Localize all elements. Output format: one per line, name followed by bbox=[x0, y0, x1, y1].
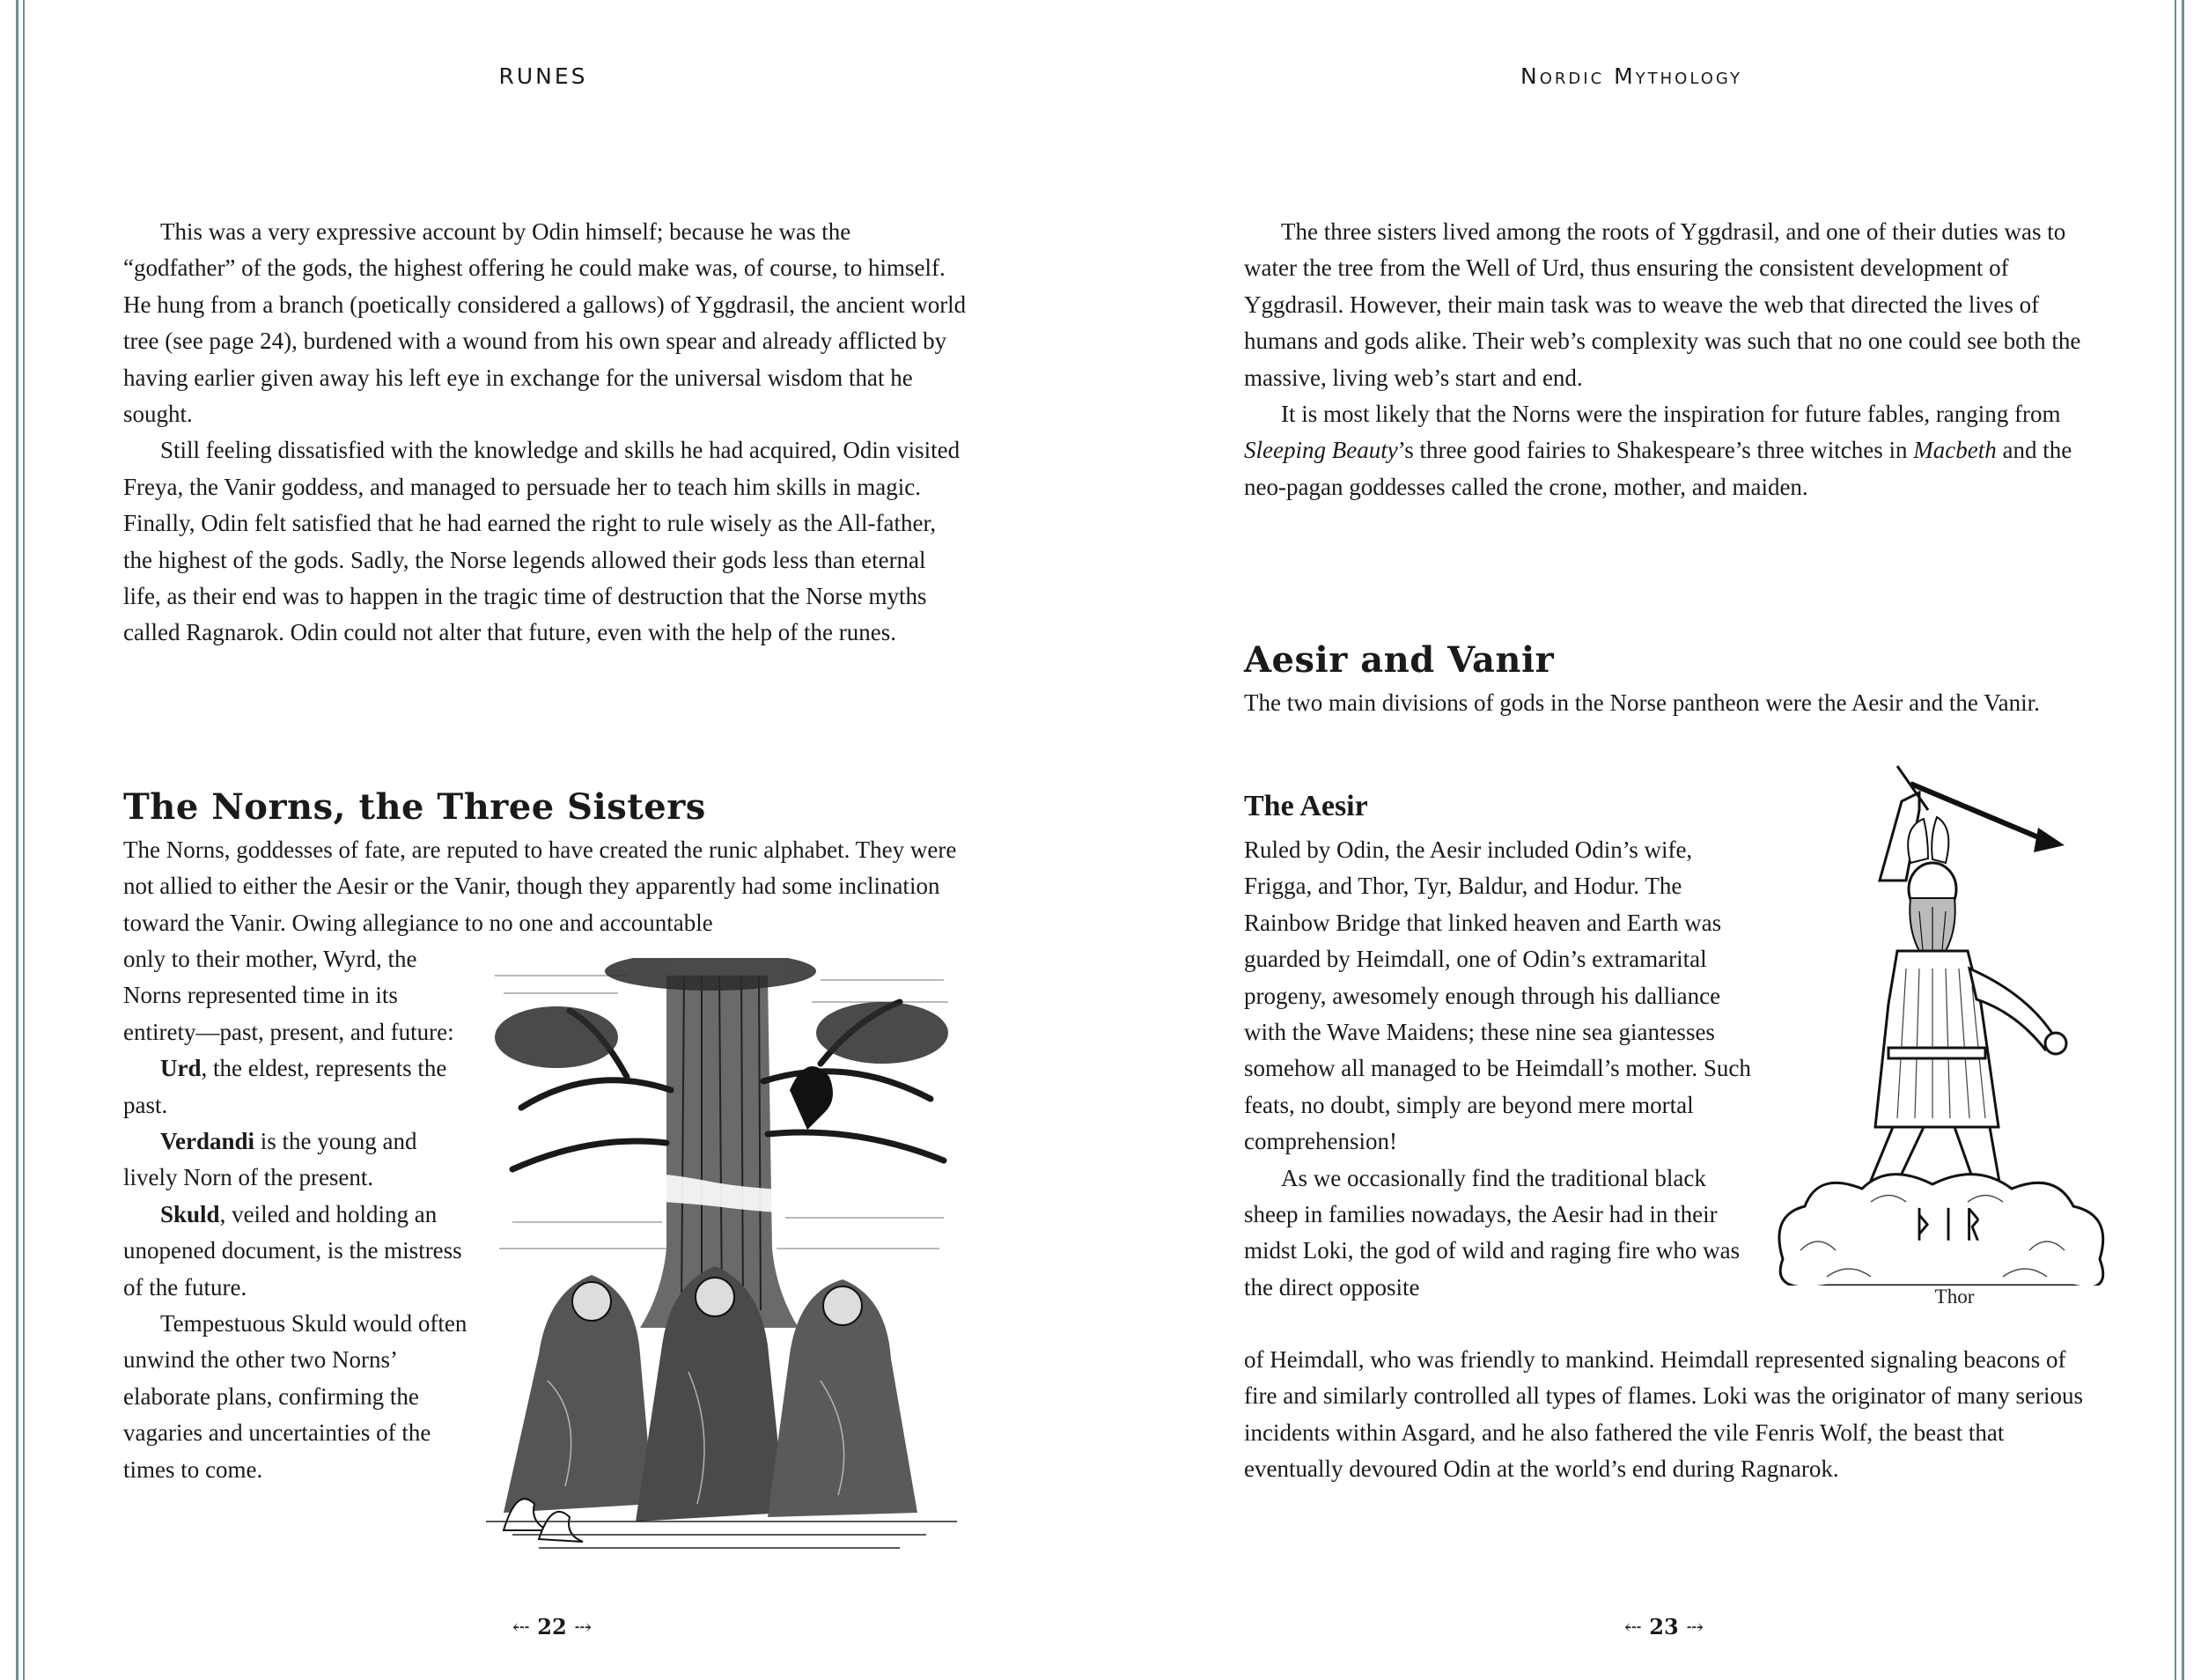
aesir-vanir-heading: Aesir and Vanir bbox=[1244, 639, 1555, 681]
verdandi-entry bbox=[123, 1124, 475, 1197]
norns-continuation: only to their mother, Wyrd, the Norns represented time in its entirety—past, present, and future: bbox=[123, 946, 454, 1045]
page-number-left bbox=[464, 1614, 640, 1639]
urd-name: Urd bbox=[160, 1055, 202, 1082]
urd-text: , the eldest, represents the past. bbox=[123, 1055, 447, 1118]
aesir-full-text bbox=[1244, 1342, 2089, 1488]
norns-lead bbox=[123, 832, 968, 941]
intro-paragraph-2: Still feeling dissatisfied with the knowledge and skills he had acquired, Odin visited Freya, the Vanir goddess, and managed to persuade her to teach him skills in magic. Finally, Odin felt satisfied that he had earned the right to rule wisely as the All-father, the highest of the gods. Sadly, the Norse legends allowed their gods less than eternal life, as their end was to happen in the tragic time of destruction that the Norse myths called Ragnarok. Odin could not alter that future, even with the help of the runes. bbox=[123, 437, 961, 646]
norns-closing: Tempestuous Skuld would often unwind the other two Norns’ elaborate plans, confirming the vagaries and uncertainties of the times to come. bbox=[123, 1310, 467, 1483]
left-page bbox=[0, 0, 1100, 1680]
fables-title-macbeth: Macbeth bbox=[1913, 437, 1997, 464]
running-head-right: Nordic Mythology bbox=[1520, 63, 1742, 89]
page-number-right bbox=[1576, 1614, 1752, 1639]
norns-lead-paragraph: The Norns, goddesses of fate, are reputed to have created the runic alphabet. They were not allied to either the Aesir or the Vanir, though they apparently had some inclination toward the Vanir. Owing allegiance to no one and accountable bbox=[123, 836, 957, 936]
intro-text bbox=[123, 214, 968, 652]
folio-ornament-right-icon: ⤏ bbox=[574, 1615, 593, 1639]
folio-ornament-left-icon: ⤎ bbox=[1623, 1615, 1642, 1639]
aesir-paragraph-2: As we occasionally find the traditional black sheep in families nowadays, the Aesir had in their midst Loki, the god of wild and raging fire who was the direct opposite bbox=[1244, 1164, 1741, 1301]
aesir-vanir-intro-paragraph: The two main divisions of gods in the Norse pantheon were the Aesir and the Vanir. bbox=[1244, 689, 2040, 716]
sisters-paragraph-1: The three sisters lived among the roots of Yggdrasil, and one of their duties was to water the tree from the Well of Urd, thus ensuring the consistent development of Yggdrasil. However, their main task was to weave the web that directed the lives of humans and gods alike. Their web’s complexity was such that no one could see both the massive, living web’s start and end. bbox=[1244, 218, 2081, 391]
aesir-paragraph-1: Ruled by Odin, the Aesir included Odin’s wife, Frigga, and Thor, Tyr, Baldur, and Hodur. The Rainbow Bridge that linked heaven and Earth was guarded by Heimdall, one of Odin’s extramarital progeny, awesomely enough through his dalliance with the Wave Maidens; these nine sea giantesses somehow all managed to be Heimdall’s mother. Such feats, no doubt, simply are beyond mere mortal comprehension! bbox=[1244, 836, 1751, 1155]
fables-middle: ’s three good fairies to Shakespeare’s three witches in bbox=[1397, 437, 1914, 464]
verdandi-text: is the young and lively Norn of the present. bbox=[123, 1128, 417, 1191]
fables-paragraph bbox=[1244, 396, 2089, 505]
running-head-left: RUNES bbox=[498, 63, 588, 89]
urd-entry bbox=[123, 1050, 475, 1124]
fables-before: It is most likely that the Norns were the inspiration for future fables, ranging from bbox=[1281, 401, 2061, 428]
thor-runes: ᚦᛁᚱ bbox=[1913, 1205, 1987, 1245]
thor-caption: Thor bbox=[1934, 1286, 1975, 1308]
right-page bbox=[1100, 0, 2201, 1680]
norns-narrow-text bbox=[123, 941, 475, 1488]
aesir-subheading: The Aesir bbox=[1244, 790, 1368, 822]
aesir-continuation: of Heimdall, who was friendly to mankind. Heimdall represented signaling beacons of fire and similarly controlled all types of flames. Loki was the originator of many serious incidents within Asgard, and he also fathered the vile Fenris Wolf, the beast that eventually devoured Odin at the world’s end during Ragnarok. bbox=[1244, 1346, 2084, 1483]
page-number-22: 22 bbox=[537, 1614, 567, 1639]
skuld-text: , veiled and holding an unopened document, is the mistress of the future. bbox=[123, 1200, 462, 1301]
norns-illustration-icon bbox=[486, 958, 957, 1561]
fables-after: and the neo-pagan goddesses called the crone, mother, and maiden. bbox=[1244, 437, 2072, 500]
folio-ornament-right-icon: ⤏ bbox=[1686, 1615, 1704, 1639]
intro-paragraph-1: This was a very expressive account by Odin himself; because he was the “godfather” of the gods, the highest offering he could make was, of course, to himself. He hung from a branch (poetically considered a gallows) of Yggdrasil, the ancient world tree (see page 24), burdened with a wound from his own spear and already afflicted by having earlier given away his left eye in exchange for the universal wisdom that he sought. bbox=[123, 218, 967, 428]
skuld-name: Skuld bbox=[160, 1200, 220, 1227]
folio-ornament-left-icon: ⤎ bbox=[512, 1615, 530, 1639]
norns-heading: The Norns, the Three Sisters bbox=[123, 786, 706, 828]
fables-title-sleeping-beauty: Sleeping Beauty bbox=[1244, 437, 1398, 464]
skuld-entry bbox=[123, 1197, 475, 1306]
aesir-vanir-intro bbox=[1244, 685, 2089, 721]
sisters-text bbox=[1244, 214, 2089, 505]
aesir-narrow-text bbox=[1244, 832, 1755, 1306]
verdandi-name: Verdandi bbox=[160, 1128, 255, 1155]
page-number-23: 23 bbox=[1649, 1614, 1679, 1639]
